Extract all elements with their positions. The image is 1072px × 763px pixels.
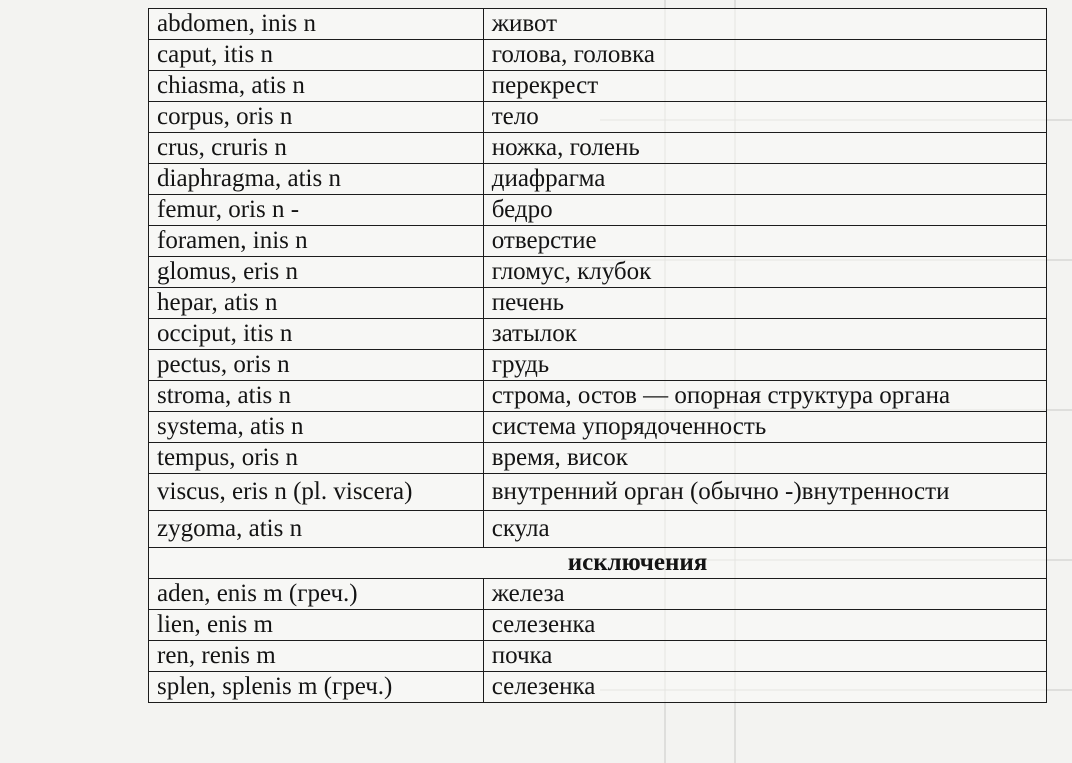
table-row bbox=[149, 133, 1047, 164]
russian-translation: отверстие bbox=[483, 226, 1046, 257]
table-row bbox=[149, 164, 1047, 195]
russian-translation: грудь bbox=[483, 350, 1046, 381]
latin-term: caput, itis n bbox=[149, 40, 484, 71]
table-row bbox=[149, 412, 1047, 443]
russian-translation: почка bbox=[483, 641, 1046, 672]
latin-term: occiput, itis n bbox=[149, 319, 484, 350]
table-row bbox=[149, 257, 1047, 288]
latin-term: aden, enis m (греч.) bbox=[149, 579, 484, 610]
table-row bbox=[149, 350, 1047, 381]
section-heading-row bbox=[149, 548, 1047, 579]
table-row bbox=[149, 641, 1047, 672]
russian-translation: перекрест bbox=[483, 71, 1046, 102]
latin-term: chiasma, atis n bbox=[149, 71, 484, 102]
latin-term: viscus, eris n (pl. viscera) bbox=[149, 474, 484, 511]
russian-translation: система упорядоченность bbox=[483, 412, 1046, 443]
table-row bbox=[149, 71, 1047, 102]
table-row bbox=[149, 443, 1047, 474]
russian-translation: живот bbox=[483, 9, 1046, 40]
table-row bbox=[149, 511, 1047, 548]
latin-term: femur, oris n - bbox=[149, 195, 484, 226]
russian-translation: железа bbox=[483, 579, 1046, 610]
latin-term: crus, cruris n bbox=[149, 133, 484, 164]
table-row bbox=[149, 102, 1047, 133]
table-row bbox=[149, 195, 1047, 226]
latin-term: systema, atis n bbox=[149, 412, 484, 443]
latin-term: hepar, atis n bbox=[149, 288, 484, 319]
vocabulary-table bbox=[148, 8, 1047, 703]
latin-term: pectus, oris n bbox=[149, 350, 484, 381]
latin-term: abdomen, inis n bbox=[149, 9, 484, 40]
russian-translation: голова, головка bbox=[483, 40, 1046, 71]
table-row bbox=[149, 319, 1047, 350]
latin-term: glomus, eris n bbox=[149, 257, 484, 288]
latin-term: lien, enis m bbox=[149, 610, 484, 641]
russian-translation: ножка, голень bbox=[483, 133, 1046, 164]
russian-translation: тело bbox=[483, 102, 1046, 133]
table-row bbox=[149, 672, 1047, 703]
russian-translation: затылок bbox=[483, 319, 1046, 350]
latin-term: ren, renis m bbox=[149, 641, 484, 672]
latin-term: stroma, atis n bbox=[149, 381, 484, 412]
latin-term: splen, splenis m (греч.) bbox=[149, 672, 484, 703]
table-row bbox=[149, 226, 1047, 257]
latin-term: corpus, oris n bbox=[149, 102, 484, 133]
russian-translation: внутренний орган (обычно -)внутренности bbox=[483, 474, 1046, 511]
russian-translation: селезенка bbox=[483, 672, 1046, 703]
table-row bbox=[149, 474, 1047, 511]
table-row bbox=[149, 579, 1047, 610]
table-row bbox=[149, 381, 1047, 412]
section-heading-text: исключения bbox=[567, 549, 708, 576]
table-row bbox=[149, 40, 1047, 71]
table-row bbox=[149, 288, 1047, 319]
russian-translation: скула bbox=[483, 511, 1046, 548]
latin-term: zygoma, atis n bbox=[149, 511, 484, 548]
latin-term: foramen, inis n bbox=[149, 226, 484, 257]
section-heading bbox=[149, 548, 1047, 579]
russian-translation: гломус, клубок bbox=[483, 257, 1046, 288]
russian-translation: бедро bbox=[483, 195, 1046, 226]
russian-translation: строма, остов — опорная структура органа bbox=[483, 381, 1046, 412]
latin-term: diaphragma, atis n bbox=[149, 164, 484, 195]
table-row bbox=[149, 610, 1047, 641]
russian-translation: время, висок bbox=[483, 443, 1046, 474]
russian-translation: печень bbox=[483, 288, 1046, 319]
latin-term: tempus, oris n bbox=[149, 443, 484, 474]
table-row bbox=[149, 9, 1047, 40]
russian-translation: селезенка bbox=[483, 610, 1046, 641]
russian-translation: диафрагма bbox=[483, 164, 1046, 195]
